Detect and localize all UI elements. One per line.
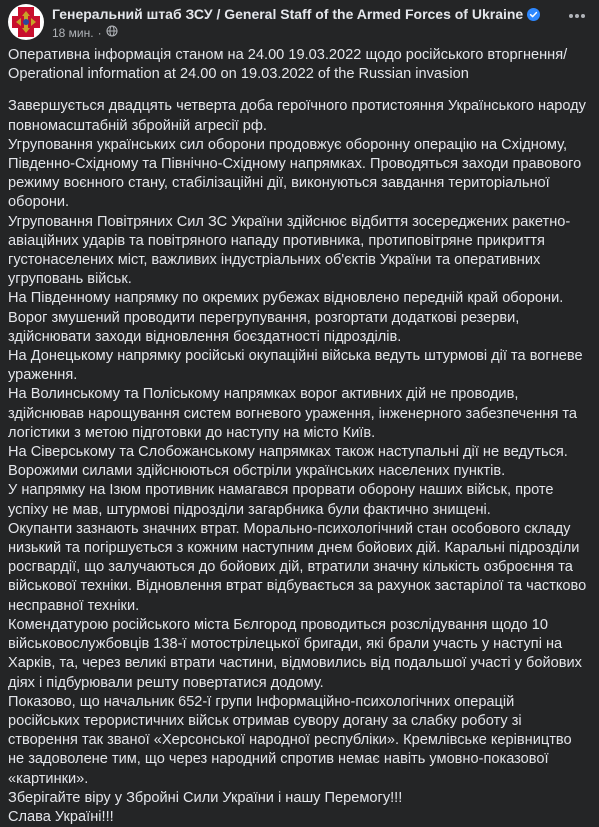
post-paragraph: На Південному напрямку по окремих рубежах відновлено передній край оборони. Ворог змушений проводити перегрупування, розгортати додаткові резерви, здійснювати заходи відновлення боєздатності підрозділів. (8, 290, 564, 345)
post-paragraph: На Донецькому напрямку російські окупаційні війська ведуть штурмові дії та вогневе ураження. (8, 348, 583, 384)
post-paragraph: Зберігайте віру у Збройні Сили України і нашу Перемогу!!! (8, 789, 403, 806)
post-paragraph: Угруповання українських сил оборони продовжує оборонну операцію на Східному, Південно-Східному та Північно-Східному напрямках. Проводяться заходи правового режиму воєнного стану, стабілізаційні дії, виконуються завдання територіальної оборони. (8, 136, 582, 211)
post-paragraph: У напрямку на Ізюм противник намагався прорвати оборону наших військ, проте успіху не мав, штурмові підрозділи загарбника були фактично знищені. (8, 482, 554, 518)
post-paragraph: Завершується двадцять четверта доба героїчного протистояння Українського народу повномасштабній збройній агресії рф. (8, 98, 586, 134)
post-timestamp[interactable]: 18 мин. (52, 25, 94, 40)
post-intro: Оперативна інформація станом на 24.00 19.03.2022 щодо російського вторгнення/ Operational information at 24.00 on 19.03.2022 of the Russian invasion (8, 47, 568, 83)
page-avatar[interactable] (8, 4, 44, 40)
post-paragraph: Показово, що начальник 652-ї групи Інформаційно-психологічних операцій російських терористичних військ отримав сувору догану за слабку роботу зі створення так званої «Херсонської народної республіки». Кремлівське керівництво не задоволене тим, що через народний спротив немає навіть умовно-показової «картинки». (8, 693, 572, 787)
post-paragraph: На Волинському та Поліському напрямках ворог активних дій не проводив, здійснював нарощування систем вогневого ураження, інженерного забезпечення та логістики з метою підготовки до наступу на місто Київ. (8, 386, 577, 441)
post-paragraph: Угруповання Повітряних Сил ЗС України здійснює відбиття зосереджених ракетно-авіаційних ударів та повітряного нападу противника, протиповітряне прикриття густонаселених міст, важливих індустріальних об'єктів України та оперативних угруповань військ. (8, 213, 571, 288)
general-staff-emblem-icon (11, 6, 41, 38)
post-paragraph: Слава Україні!!! (8, 808, 114, 825)
page-name-row (52, 6, 540, 25)
post-body (8, 46, 589, 827)
more-options-button[interactable] (563, 4, 591, 28)
more-options-icon (568, 13, 586, 19)
post-paragraph: Комендатурою російського міста Бєлгород проводиться розслідування щодо 10 військовослужбовців 138-ї мотострілецької бригади, які брали участь у наступі на Харків, та, через великі втрати частини, відмовились від подальшої участі у бойових діях і підбурювали решту повертатися додому. (8, 616, 582, 691)
meta-separator: · (97, 25, 102, 40)
post-header (0, 0, 599, 44)
page-name-link[interactable]: Генеральний штаб ЗСУ / General Staff of the Armed Forces of Ukraine (52, 6, 524, 22)
post-paragraph: На Сіверському та Слобожанському напрямках також наступальні дії не ведуться. Ворожими силами здійснюються обстріли українських населених пунктів. (8, 444, 568, 480)
post-meta (52, 25, 118, 40)
post-paragraph: Окупанти зазнають значних втрат. Морально-психологічний стан особового складу низький та погіршується з кожним наступним днем бойових дій. Каральні підрозділи росгвардії, що залучаються до бойових дій, втратили значну кількість озброєння та військової техніки. Відновлення втрат відбувається за рахунок застарілої та частково несправної техніки. (8, 520, 587, 614)
verified-badge-icon (527, 8, 540, 25)
globe-icon (106, 25, 118, 40)
